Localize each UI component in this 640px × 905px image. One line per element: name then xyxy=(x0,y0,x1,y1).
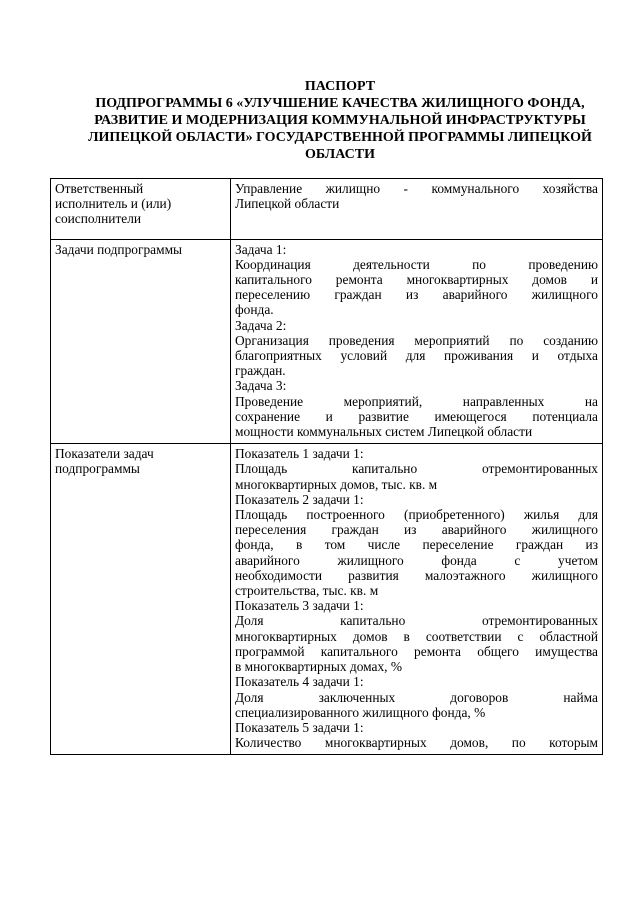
label-line: Ответственный xyxy=(55,181,144,196)
content-line: Показатель 3 задачи 1: xyxy=(235,598,364,614)
title-line: ОБЛАСТИ xyxy=(305,147,375,162)
content-line: Координация деятельности по проведению xyxy=(235,256,598,272)
content-line: Доля капитально отремонтированных xyxy=(235,613,598,629)
row-content-responsible xyxy=(231,179,603,240)
content-line: переселению граждан из аварийного жилищного xyxy=(235,287,598,303)
content-line: программой капитального ремонта общего имущества xyxy=(235,643,598,659)
row-label-tasks xyxy=(51,239,231,444)
content-line: Количество многоквартирных домов, по которым xyxy=(235,735,598,751)
label-line: Показатели задач xyxy=(55,446,154,462)
content-line: сохранение и развитие имеющегося потенциала xyxy=(235,408,598,424)
content-line: Задача 3: xyxy=(235,378,287,394)
content-line: Площадь капитально отремонтированных xyxy=(235,461,598,477)
row-label-responsible xyxy=(51,179,231,240)
content-line: Организация проведения мероприятий по созданию xyxy=(235,332,598,348)
content-line: Управление жилищно - коммунального хозяйства xyxy=(235,181,598,196)
content-line: Задача 2: xyxy=(235,317,287,333)
content-line: Показатель 4 задачи 1: xyxy=(235,674,364,690)
content-line: Доля заключенных договоров найма xyxy=(235,689,598,705)
row-content-tasks xyxy=(231,239,603,444)
content-line: специализированного жилищного фонда, % xyxy=(235,704,486,720)
content-line: Показатель 2 задачи 1: xyxy=(235,491,364,507)
label-line: подпрограммы xyxy=(55,461,140,477)
content-line: строительства, тыс. кв. м xyxy=(235,583,379,599)
content-line: фонда. xyxy=(235,302,274,318)
title-line: РАЗВИТИЕ И МОДЕРНИЗАЦИЯ КОММУНАЛЬНОЙ ИНФРАСТРУКТУРЫ xyxy=(94,113,586,128)
content-line: граждан. xyxy=(235,363,286,379)
content-line: Задача 1: xyxy=(235,241,287,257)
content-line: Проведение мероприятий, направленных на xyxy=(235,393,598,409)
content-line: необходимости развития малоэтажного жилищного xyxy=(235,567,598,583)
table-row-tasks xyxy=(51,239,603,444)
content-line: многоквартирных домов, тыс. кв. м xyxy=(235,476,438,492)
content-line: Липецкой области xyxy=(235,196,340,212)
content-line: Показатель 1 задачи 1: xyxy=(235,446,364,462)
table-row-indicators xyxy=(51,444,603,755)
label-line: Задачи подпрограммы xyxy=(55,241,183,257)
content-line: переселения граждан из аварийного жилищного xyxy=(235,522,598,538)
passport-table-container xyxy=(50,178,600,755)
content-line: Показатель 5 задачи 1: xyxy=(235,719,364,735)
content-line: в многоквартирных домах, % xyxy=(235,659,403,675)
label-line: соисполнители xyxy=(55,211,142,227)
content-line: Площадь построенного (приобретенного) жилья для xyxy=(235,507,598,523)
content-line: мощности коммунальных систем Липецкой области xyxy=(235,424,533,440)
content-line: капитального ремонта многоквартирных домов и xyxy=(235,272,598,288)
document-title xyxy=(40,78,640,163)
passport-table xyxy=(50,178,603,755)
label-line: исполнитель и (или) xyxy=(55,196,172,212)
title-line: ПАСПОРТ xyxy=(304,79,376,94)
content-line: аварийного жилищного фонда с учетом xyxy=(235,552,598,568)
content-line: фонда, в том числе переселение граждан из xyxy=(235,537,598,553)
content-line: благоприятных условий для проживания и отдыха xyxy=(235,348,598,364)
row-content-indicators xyxy=(231,444,603,755)
title-line: ЛИПЕЦКОЙ ОБЛАСТИ» ГОСУДАРСТВЕННОЙ ПРОГРАММЫ ЛИПЕЦКОЙ xyxy=(88,130,592,145)
title-line: ПОДПРОГРАММЫ 6 «УЛУЧШЕНИЕ КАЧЕСТВА ЖИЛИЩНОГО ФОНДА, xyxy=(95,96,585,111)
table-row-responsible xyxy=(51,179,603,240)
content-line: многоквартирных домов в соответствии с областной xyxy=(235,628,598,644)
row-label-indicators xyxy=(51,444,231,755)
